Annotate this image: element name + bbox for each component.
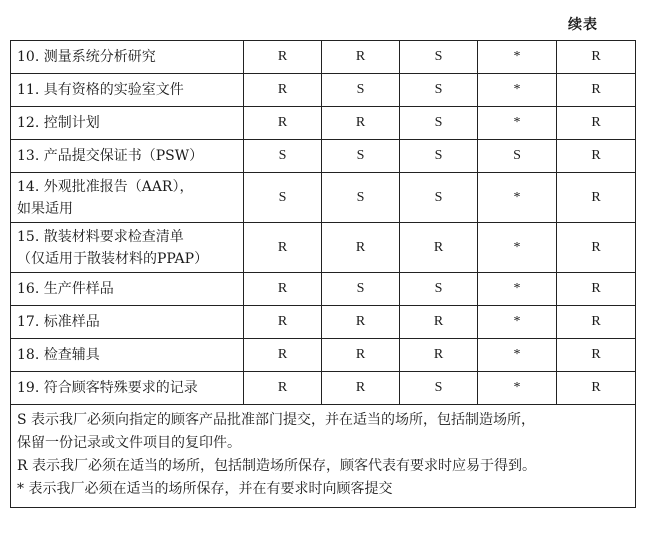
level-value: R [557, 107, 636, 140]
table-row [11, 223, 636, 273]
level-value: R [322, 223, 400, 273]
level-value: R [557, 372, 636, 405]
level-value: R [244, 107, 322, 140]
level-value: R [244, 74, 322, 107]
level-value: R [244, 41, 322, 74]
ppap-requirements-table [10, 40, 636, 508]
table-row [11, 306, 636, 339]
table-row [11, 140, 636, 173]
level-value: S [322, 140, 400, 173]
level-value: R [244, 273, 322, 306]
level-value: S [400, 173, 478, 223]
level-value: * [478, 339, 557, 372]
level-value: S [400, 372, 478, 405]
table-row [11, 273, 636, 306]
item-label: 19. 符合顾客特殊要求的记录 [11, 372, 244, 405]
level-value: * [478, 306, 557, 339]
level-value: S [244, 140, 322, 173]
level-value: R [557, 223, 636, 273]
note-r: R 表示我厂必须在适当的场所，包括制造场所保存，顾客代表有要求时应易于得到。 [17, 458, 536, 474]
table-row [11, 41, 636, 74]
level-value: * [478, 41, 557, 74]
level-value: S [322, 273, 400, 306]
level-value: S [400, 140, 478, 173]
level-value: R [400, 339, 478, 372]
level-value: * [478, 223, 557, 273]
level-value: R [557, 273, 636, 306]
level-value: * [478, 273, 557, 306]
note-s-line1: S 表示我厂必须向指定的顾客产品批准部门提交，并在适当的场所，包括制造场所， [17, 412, 536, 428]
item-label: 12. 控制计划 [11, 107, 244, 140]
level-value: S [322, 173, 400, 223]
item-label-line: （仅适用于散装材料的PPAP） [17, 250, 209, 267]
item-label-line: 如果适用 [17, 200, 73, 217]
level-value: R [322, 107, 400, 140]
level-value: * [478, 107, 557, 140]
level-value: S [322, 74, 400, 107]
level-value: * [478, 372, 557, 405]
level-value: R [322, 41, 400, 74]
level-value: S [400, 273, 478, 306]
item-label: 16. 生产件样品 [11, 273, 244, 306]
level-value: R [400, 306, 478, 339]
item-label: 17. 标准样品 [11, 306, 244, 339]
level-value: S [478, 140, 557, 173]
level-value: R [244, 306, 322, 339]
level-value: R [322, 306, 400, 339]
level-value: R [322, 372, 400, 405]
level-value: S [400, 107, 478, 140]
level-value: S [400, 74, 478, 107]
level-value: R [557, 306, 636, 339]
level-value: R [557, 173, 636, 223]
item-label: 11. 具有资格的实验室文件 [11, 74, 244, 107]
level-value: S [244, 173, 322, 223]
legend-notes [11, 405, 636, 508]
level-value: R [557, 339, 636, 372]
level-value: * [478, 173, 557, 223]
item-label [11, 223, 244, 273]
item-label [11, 173, 244, 223]
notes-row [11, 405, 636, 508]
item-label: 13. 产品提交保证书（PSW） [11, 140, 244, 173]
continued-label: 续表 [568, 17, 598, 33]
item-label: 10. 测量系统分析研究 [11, 41, 244, 74]
level-value: R [557, 41, 636, 74]
item-label-line: 14. 外观批准报告（AAR）， [17, 178, 194, 195]
table-row [11, 74, 636, 107]
level-value: R [322, 339, 400, 372]
table-row [11, 107, 636, 140]
level-value: R [244, 339, 322, 372]
note-s-line2: 保留一份记录或文件项目的复印件。 [17, 435, 241, 451]
table-row [11, 372, 636, 405]
table-row [11, 173, 636, 223]
level-value: * [478, 74, 557, 107]
note-star: * 表示我厂必须在适当的场所保存，并在有要求时向顾客提交 [17, 481, 393, 497]
level-value: R [244, 223, 322, 273]
level-value: R [557, 74, 636, 107]
level-value: S [400, 41, 478, 74]
level-value: R [557, 140, 636, 173]
item-label: 18. 检查辅具 [11, 339, 244, 372]
item-label-line: 15. 散装材料要求检查清单 [17, 228, 184, 245]
level-value: R [244, 372, 322, 405]
level-value: R [400, 223, 478, 273]
table-row [11, 339, 636, 372]
